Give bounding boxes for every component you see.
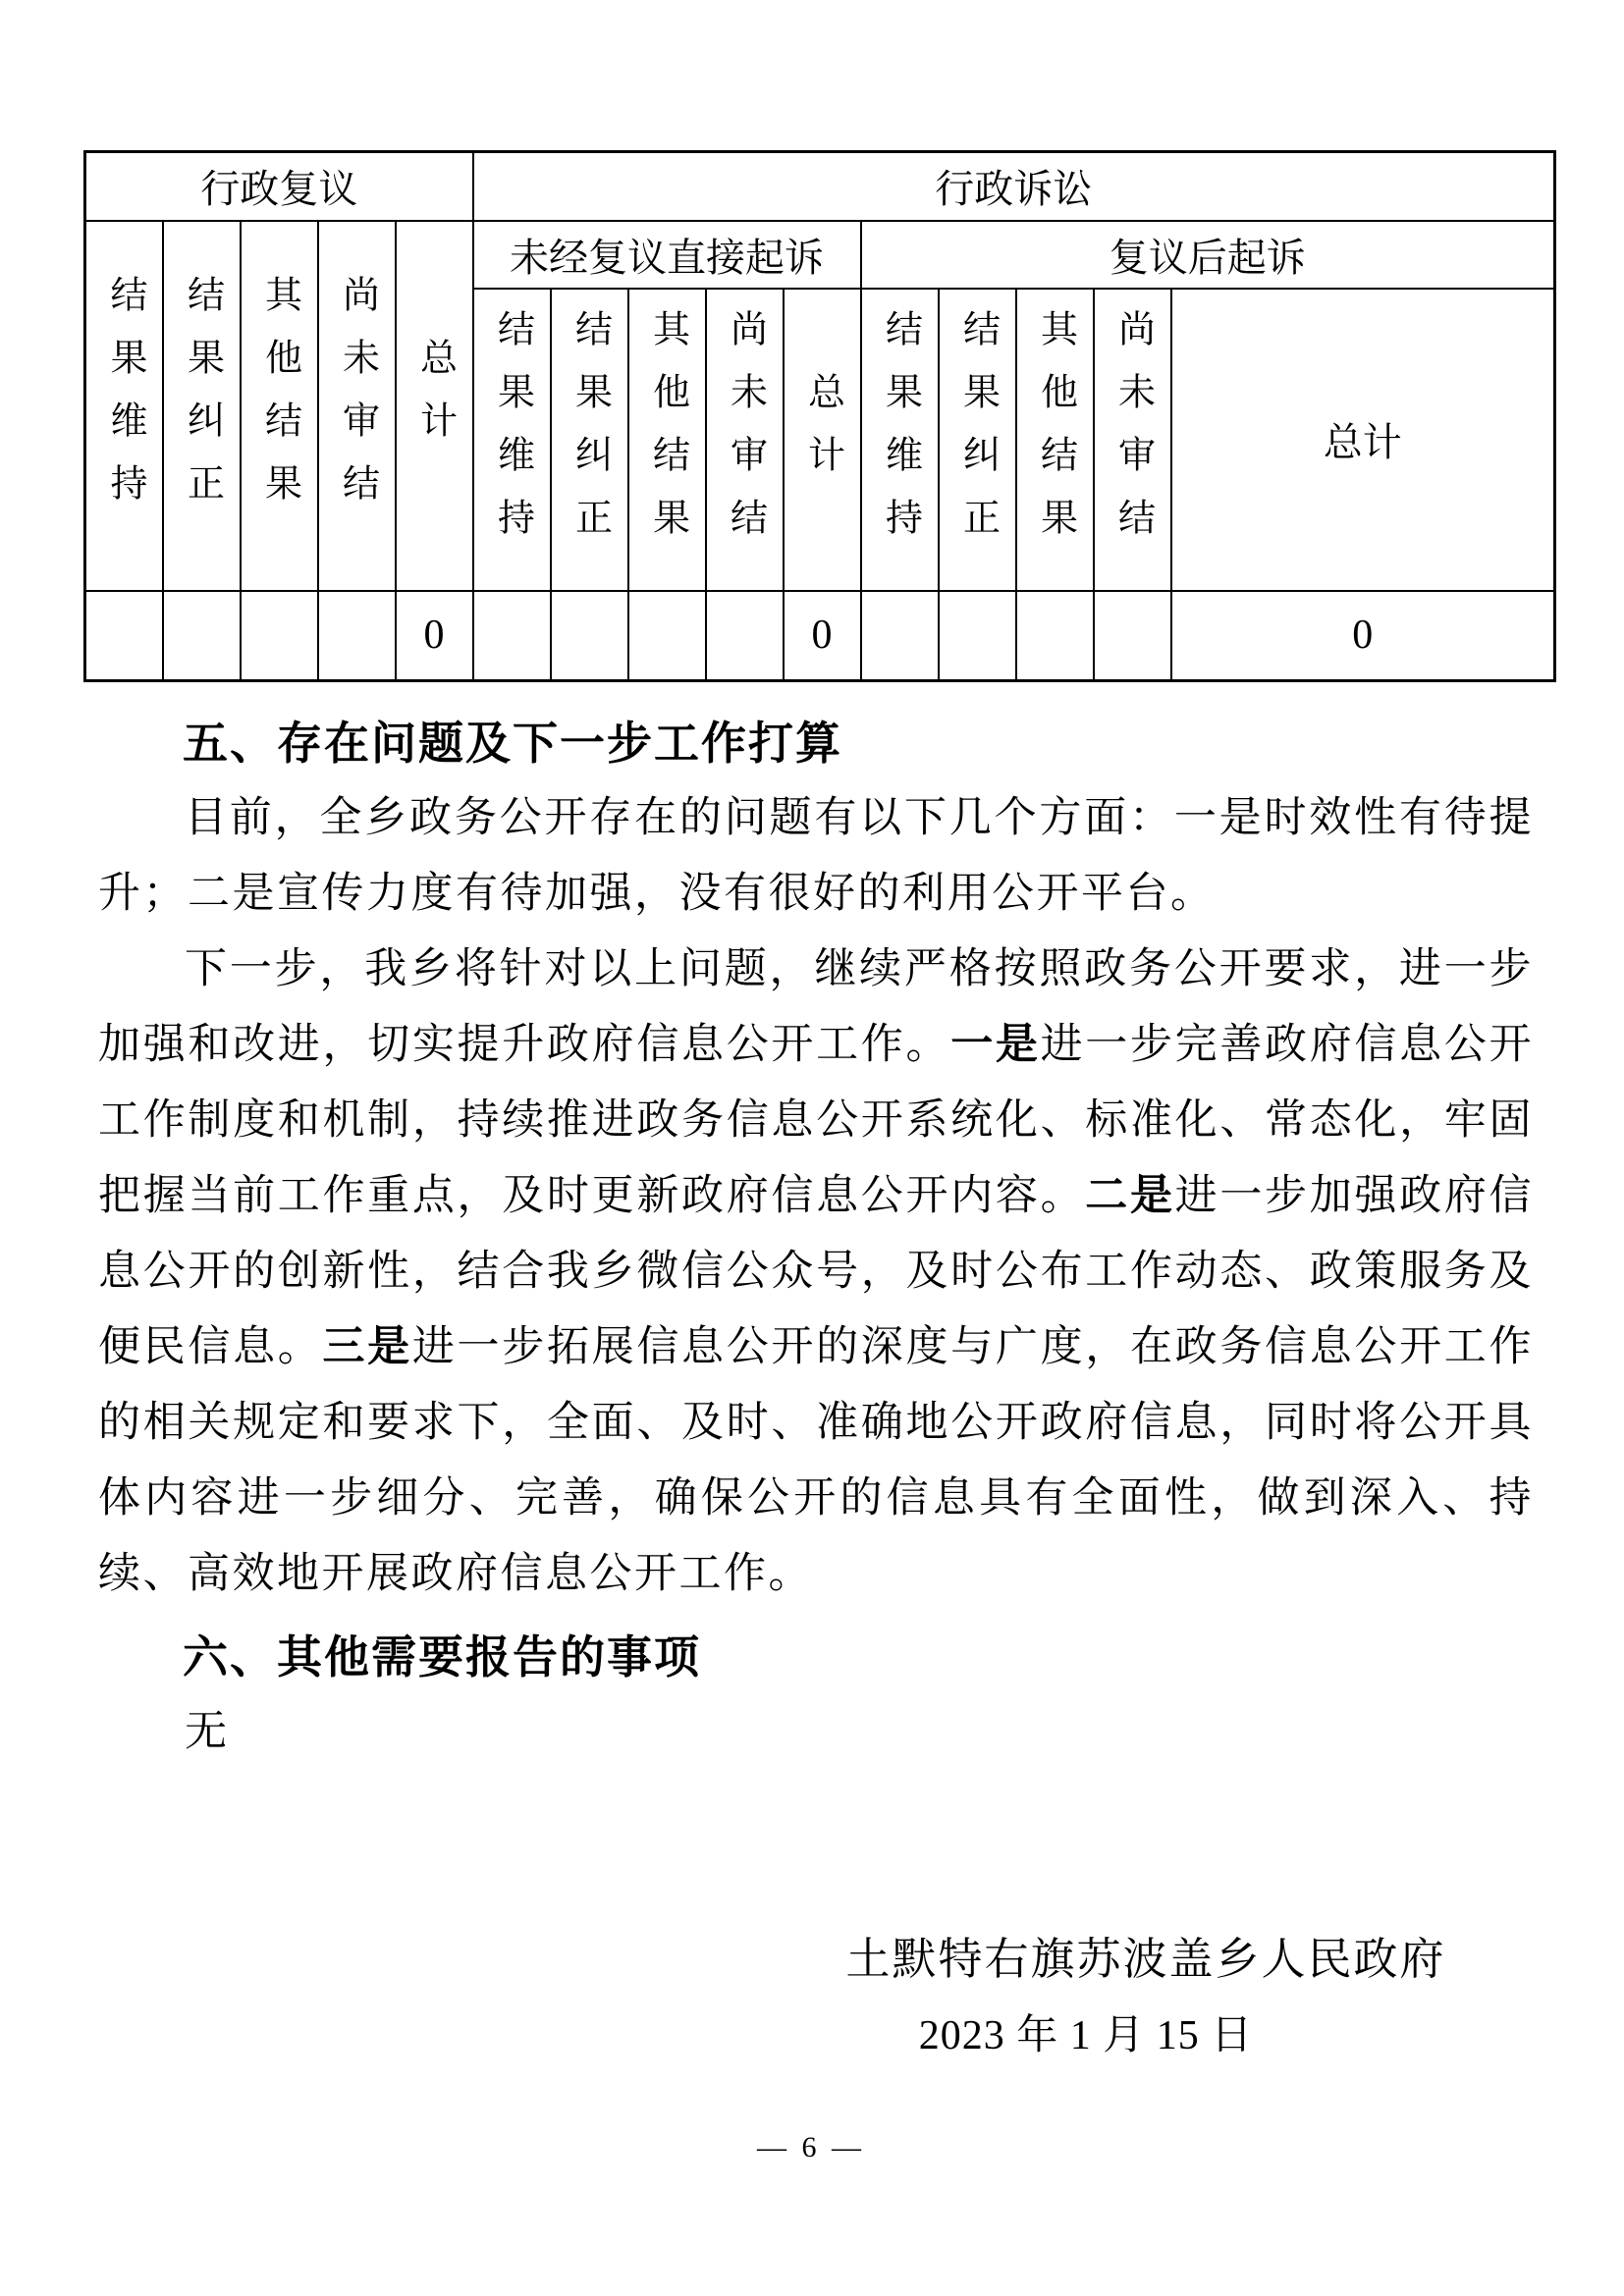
- th-direct-total: [784, 289, 861, 591]
- th-after-total-wide: [1171, 289, 1555, 591]
- cell-recon-pending: [318, 591, 396, 681]
- cell-after-pending: [1094, 591, 1171, 681]
- vertical-header: 尚未审结: [336, 275, 378, 526]
- cell-direct-corrected: [551, 591, 628, 681]
- none-text: 无: [185, 1709, 227, 1755]
- vertical-header: 其他结果: [1034, 308, 1076, 561]
- th-direct-result-maintained: [473, 289, 551, 591]
- value-direct-total: 0: [811, 613, 833, 659]
- cell-after-total: [1171, 591, 1555, 681]
- section5-heading: 五、存在问题及下一步工作打算: [183, 718, 842, 769]
- th-administrative-reconsideration: [85, 152, 473, 221]
- vertical-header: 总计: [801, 371, 843, 498]
- vertical-header: 结果纠正: [956, 308, 999, 561]
- value-recon-total: 0: [423, 613, 445, 659]
- vertical-header: 尚未审结: [1111, 308, 1154, 561]
- subgroup-label: 复议后起诉: [1109, 235, 1306, 280]
- cell-after-other: [1016, 591, 1094, 681]
- vertical-header: 结果维持: [104, 275, 145, 526]
- th-administrative-litigation: [473, 152, 1555, 221]
- page-number: — 6 —: [757, 2131, 865, 2163]
- th-recon-result-corrected: [163, 221, 241, 591]
- cell-recon-total: [396, 591, 473, 681]
- cell-recon-maintained: [85, 591, 163, 681]
- section6-heading: 六、其他需要报告的事项: [183, 1631, 701, 1682]
- th-after-result-corrected: [939, 289, 1016, 591]
- value-after-total: 0: [1352, 613, 1374, 659]
- cell-after-corrected: [939, 591, 1016, 681]
- signature-organization: 土默特右旗苏波盖乡人民政府: [845, 1935, 1446, 1984]
- signature-date: 2023 年 1 月 15 日: [918, 2013, 1254, 2058]
- th-recon-other-result: [241, 221, 318, 591]
- th-after-other-result: [1016, 289, 1094, 591]
- th-direct-pending: [706, 289, 784, 591]
- cell-direct-maintained: [473, 591, 551, 681]
- th-direct-suit: [473, 221, 861, 289]
- paragraph-problems: 目前，全乡政务公开存在的问题有以下几个方面：一是时效性有待提升；二是宣传力度有待加强，没有很好的利用公开平台。: [98, 795, 1534, 917]
- vertical-header: 结果纠正: [181, 275, 223, 526]
- th-direct-other-result: [628, 289, 706, 591]
- vertical-header: 结果维持: [491, 308, 533, 561]
- th-direct-result-corrected: [551, 289, 628, 591]
- vertical-header: 其他结果: [258, 275, 300, 526]
- subgroup-label: 未经复议直接起诉: [510, 235, 824, 280]
- th-recon-pending: [318, 221, 396, 591]
- body-text-block: [98, 780, 1534, 1612]
- th-recon-total: [396, 221, 473, 591]
- cell-recon-corrected: [163, 591, 241, 681]
- vertical-header: 结果纠正: [568, 308, 611, 561]
- th-recon-result-maintained: [85, 221, 163, 591]
- vertical-header: 总计: [413, 338, 456, 463]
- group-label: 行政复议: [200, 167, 358, 212]
- total-label: 总计: [1323, 420, 1402, 464]
- th-after-result-maintained: [861, 289, 939, 591]
- group-label: 行政诉讼: [935, 167, 1093, 212]
- admin-review-litigation-table: [83, 150, 1556, 682]
- cell-recon-other: [241, 591, 318, 681]
- vertical-header: 其他结果: [646, 308, 688, 561]
- cell-direct-other: [628, 591, 706, 681]
- cell-after-maintained: [861, 591, 939, 681]
- vertical-header: 尚未审结: [724, 308, 766, 561]
- th-after-pending: [1094, 289, 1171, 591]
- vertical-header: 结果维持: [879, 308, 921, 561]
- paragraph-next-steps: 下一步，我乡将针对以上问题，继续严格按照政务公开要求，进一步加强和改进，切实提升政府信息公开工作。一是进一步完善政府信息公开工作制度和机制，持续推进政务信息公开系统化、标准化、常态化，牢固把握当前工作重点，及时更新政府信息公开内容。二是进一步加强政府信息公开的创新性，结合我乡微信公众号，及时公布工作动态、政策服务及便民信息。三是进一步拓展信息公开的深度与广度，在政务信息公开工作的相关规定和要求下，全面、及时、准确地公开政府信息，同时将公开具体内容进一步细分、完善，确保公开的信息具有全面性，做到深入、持续、高效地开展政府信息公开工作。: [98, 946, 1535, 1597]
- cell-direct-pending: [706, 591, 784, 681]
- th-suit-after-reconsideration: [861, 221, 1555, 289]
- cell-direct-total: [784, 591, 861, 681]
